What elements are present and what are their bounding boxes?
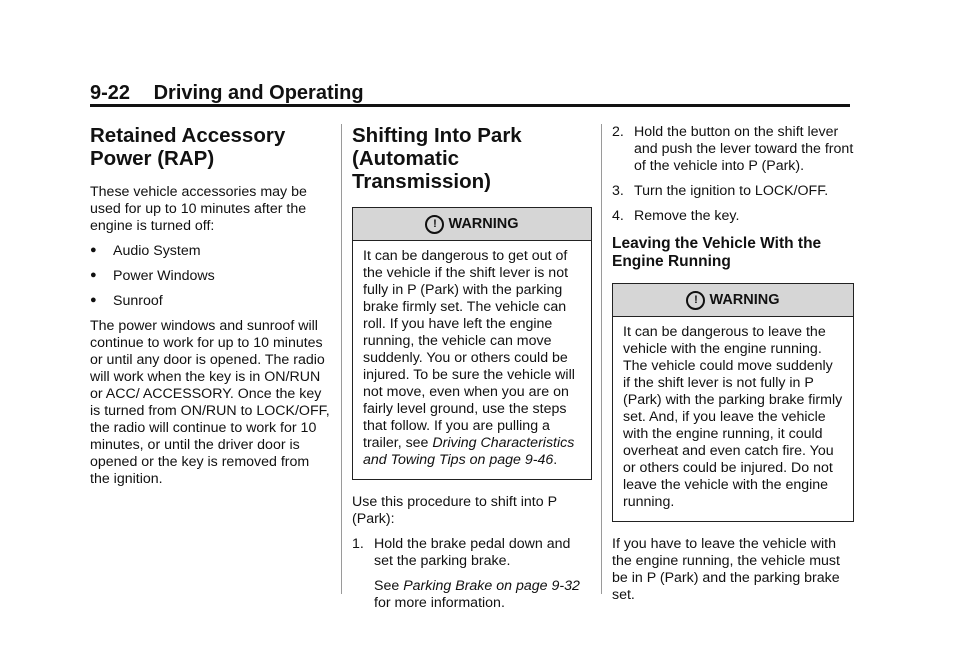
- warning-icon: !: [686, 291, 705, 310]
- step-text: Remove the key.: [634, 208, 740, 224]
- step-number: 4.: [612, 208, 624, 224]
- bullet-icon: ●: [90, 269, 97, 281]
- park-heading: Shifting Into Park (Automatic Transmission): [352, 124, 522, 193]
- rap-intro: These vehicle accessories may be used for up to 10 minutes after the engine is turned off:: [90, 184, 307, 234]
- bullet-text: Audio System: [113, 243, 201, 259]
- warning-box: [352, 207, 592, 480]
- column-divider: [341, 124, 342, 594]
- warning-header: [613, 284, 853, 317]
- step-1: [352, 536, 592, 570]
- step-2: [612, 124, 854, 175]
- cross-reference-link[interactable]: Parking Brake on page 9-32: [403, 578, 580, 594]
- page-number: 9-22: [90, 82, 131, 104]
- header-rule: [90, 104, 850, 107]
- section-title: Driving and Operating: [153, 82, 364, 104]
- engine-running-heading: Leaving the Vehicle With the Engine Running: [612, 235, 822, 270]
- warning-icon: !: [425, 215, 444, 234]
- list-item: [90, 293, 330, 310]
- column-1: [90, 124, 330, 496]
- bullet-icon: ●: [90, 244, 97, 256]
- warning-title: WARNING: [709, 292, 780, 308]
- warning-box: [612, 283, 854, 522]
- step-3: [612, 183, 854, 200]
- list-item: [90, 268, 330, 285]
- procedure-intro: Use this procedure to shift into P (Park):: [352, 494, 557, 527]
- bullet-text: Sunroof: [113, 293, 163, 309]
- step-number: 3.: [612, 183, 624, 199]
- warning-header: [353, 208, 591, 241]
- bullet-text: Power Windows: [113, 268, 215, 284]
- warning-title: WARNING: [448, 216, 519, 232]
- cross-reference-link[interactable]: Driving Characteristics and Towing Tips on page 9-46: [363, 435, 575, 468]
- step-number: 1.: [352, 536, 364, 552]
- step-4: [612, 208, 854, 225]
- step-text: Hold the button on the shift lever and push the lever toward the front of the vehicle into P (Park).: [634, 124, 854, 174]
- column-divider: [601, 124, 602, 594]
- see-reference: See Parking Brake on page 9-32 for more information.: [374, 578, 580, 611]
- step-text: Turn the ignition to LOCK/OFF.: [634, 183, 829, 199]
- rap-heading: Retained Accessory Power (RAP): [90, 124, 286, 170]
- closing-text: If you have to leave the vehicle with the engine running, the vehicle must be in P (Park) and the parking brake set.: [612, 536, 840, 603]
- page-header: [90, 82, 364, 105]
- rap-body: The power windows and sunroof will continue to work for up to 10 minutes or until any door is opened. The radio will work when the key is in ON/RUN or ACC/ ACCESSORY. Once the key is turned from ON/RUN to LOCK/OFF, the radio will continue to work for 10 minutes, or until the driver door is opened or the key is removed from the ignition.: [90, 318, 330, 487]
- bullet-icon: ●: [90, 294, 97, 306]
- warning-text: It can be dangerous to get out of the vehicle if the shift lever is not fully in P (Park) with the parking brake firmly set. The vehicle can roll. If you have left the engine running, the vehicle can move suddenly. You or others could be injured. To be sure the vehicle will not move, even when you are on fairly level ground, use the steps that follow. If you are pulling a trailer, see Driving Characteristics and Towing Tips on page 9-46.: [363, 248, 575, 468]
- list-item: [90, 243, 330, 260]
- warning-text: It can be dangerous to leave the vehicle with the engine running. The vehicle could move suddenly if the shift lever is not fully in P (Park) with the parking brake firmly set. And, if you leave the vehicle with the engine running, it could overheat and even catch fire. You or others could be injured. Do not leave the vehicle with the engine running.: [623, 324, 843, 510]
- step-number: 2.: [612, 124, 624, 140]
- column-2: [352, 124, 592, 620]
- column-3: [612, 124, 854, 612]
- step-text: Hold the brake pedal down and set the parking brake.: [374, 536, 571, 569]
